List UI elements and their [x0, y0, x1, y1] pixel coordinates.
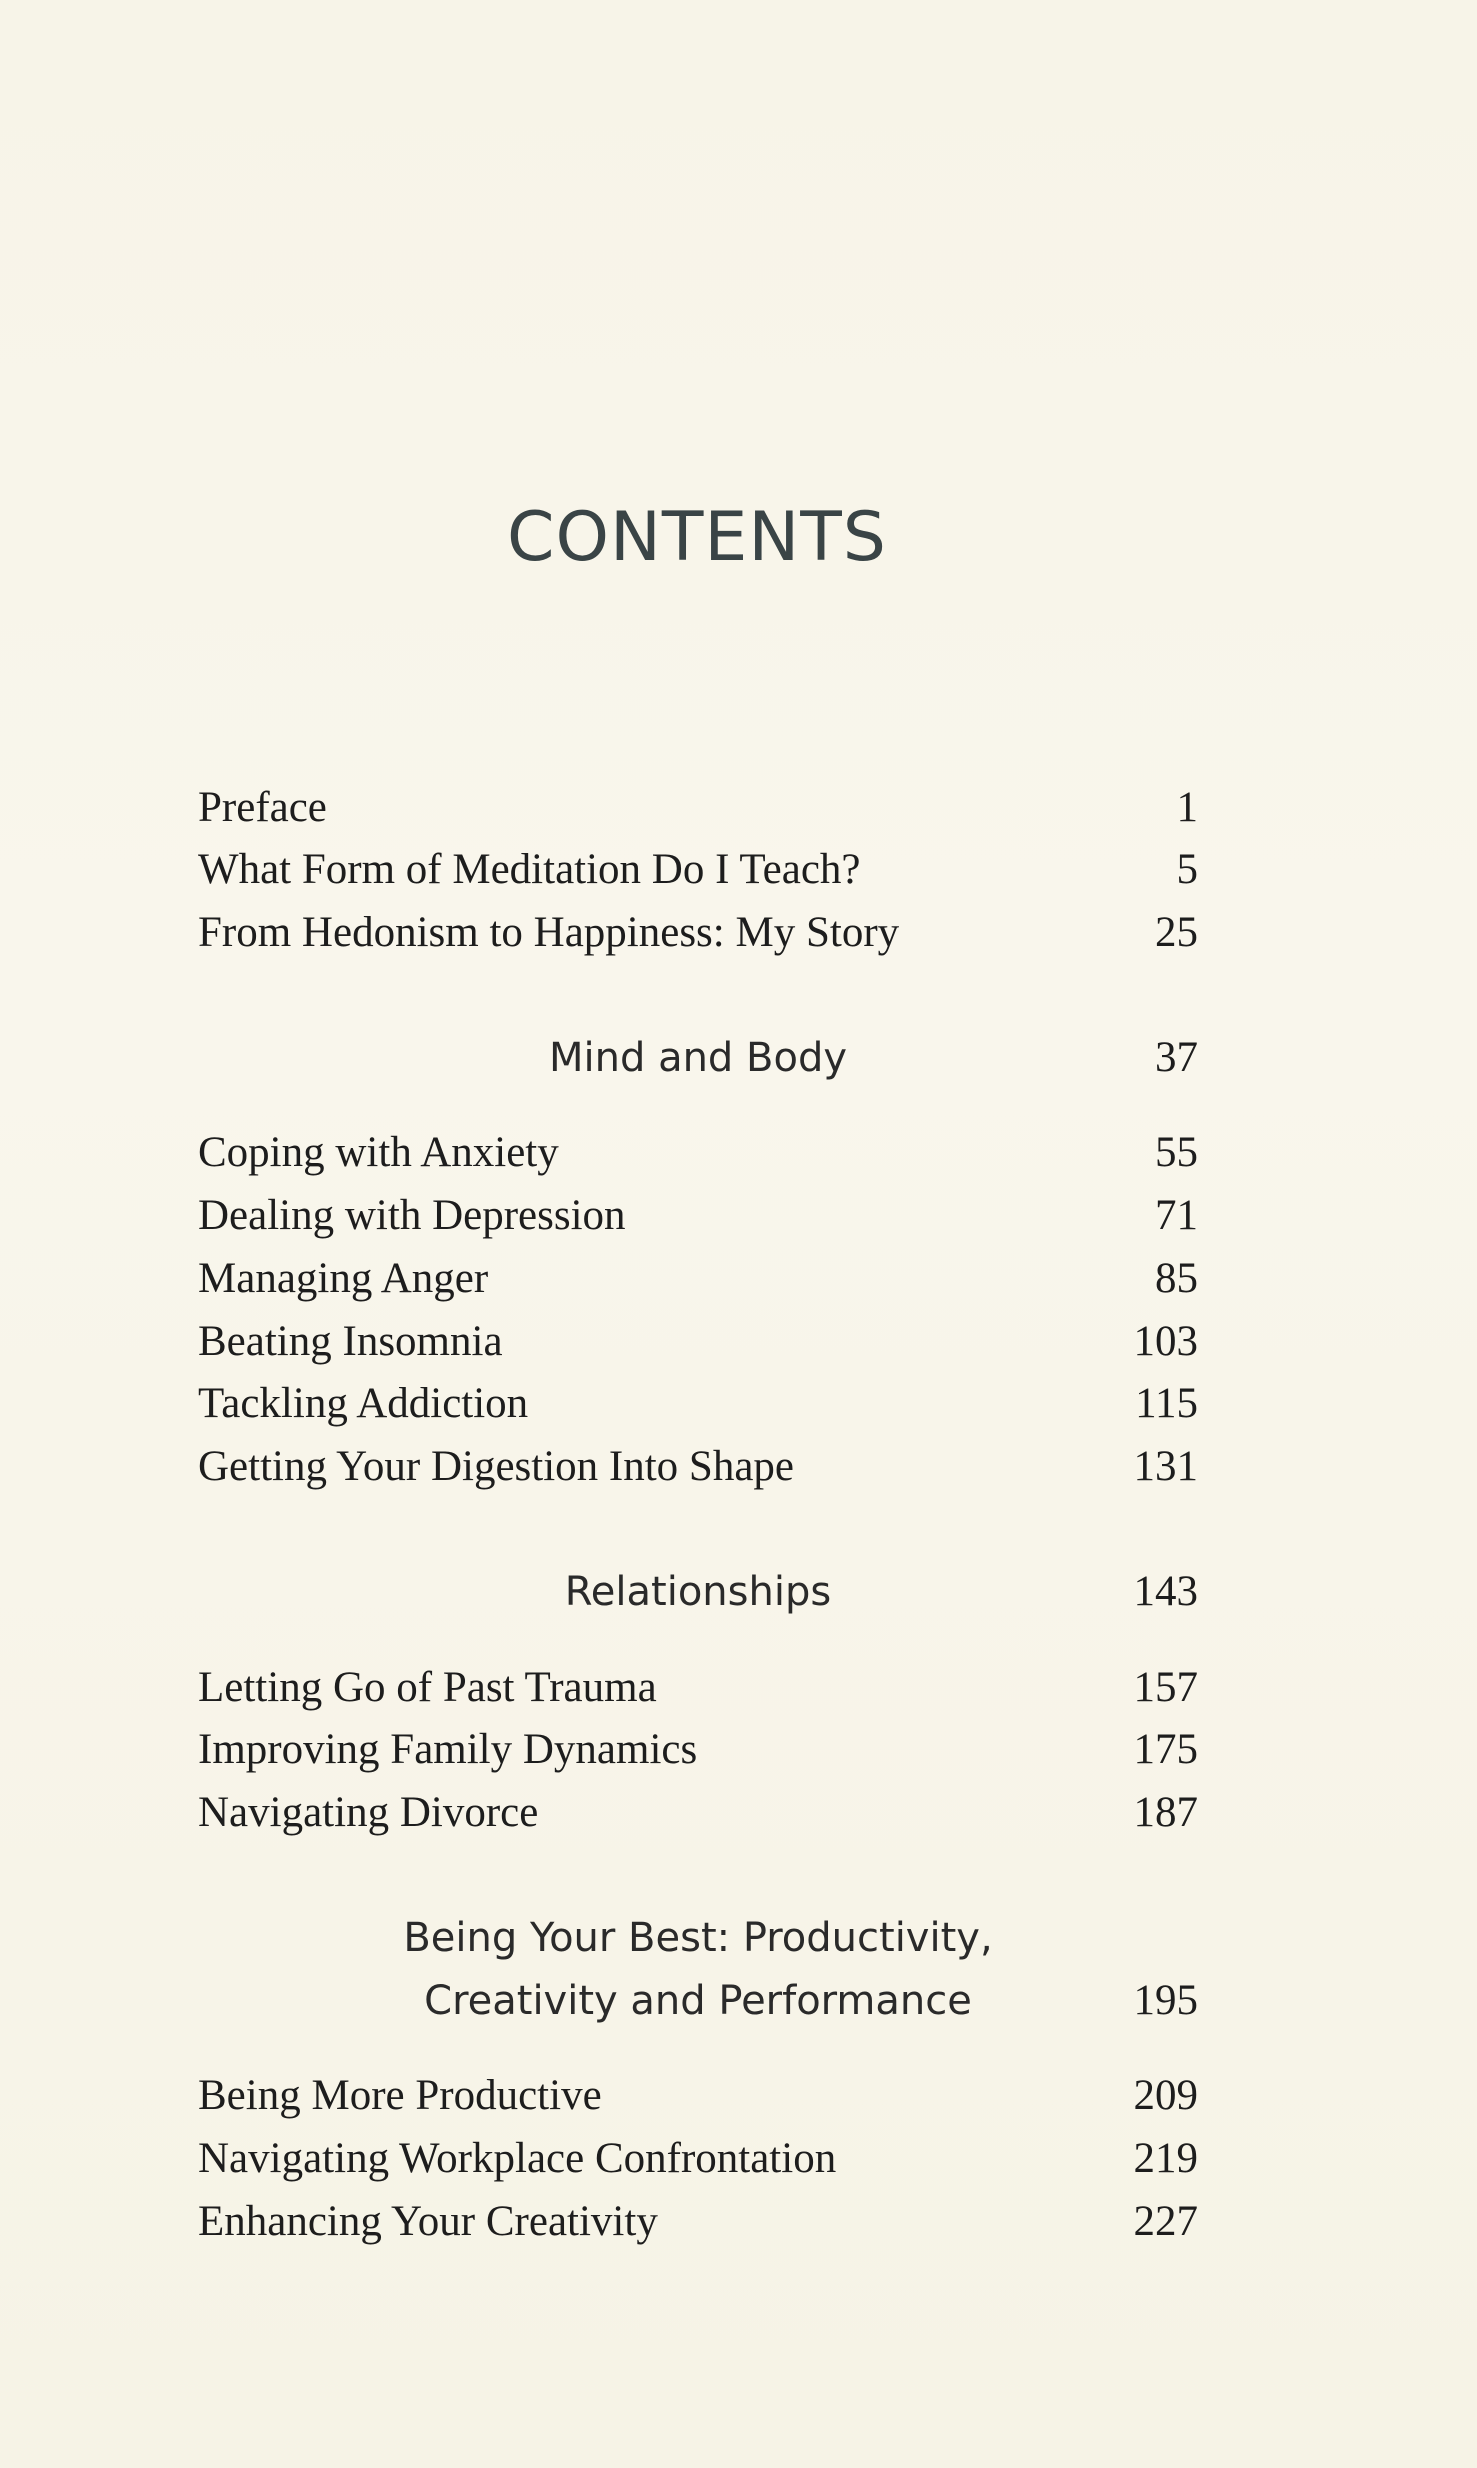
toc-entry-page: 103 — [1133, 1318, 1198, 1365]
toc-entry-title: Preface — [198, 784, 327, 831]
toc-entry-my-story — [198, 903, 1198, 963]
toc-entry-meditation-form — [198, 840, 1198, 900]
toc-entry-title: Tackling Addiction — [198, 1380, 529, 1427]
toc-entry-title: Navigating Divorce — [198, 1789, 539, 1836]
toc-entry-title: Letting Go of Past Trauma — [198, 1664, 657, 1711]
toc-entry-page: 55 — [1155, 1129, 1198, 1176]
toc-entry-title: Improving Family Dynamics — [198, 1726, 698, 1773]
toc-entry-title: Enhancing Your Creativity — [198, 2198, 658, 2245]
toc-entry-page: 209 — [1133, 2072, 1198, 2119]
toc-entry-title: What Form of Meditation Do I Teach? — [198, 846, 861, 893]
toc-entry-preface — [198, 778, 1198, 838]
toc-entry-title: Navigating Workplace Confrontation — [198, 2135, 837, 2182]
toc-entry-title: Dealing with Depression — [198, 1192, 626, 1239]
page-title: CONTENTS — [507, 498, 887, 577]
toc-entry — [198, 1720, 1198, 1780]
toc-entry-page: 1 — [1176, 784, 1198, 831]
toc-entry — [198, 1123, 1198, 1183]
toc-entry — [198, 2129, 1198, 2189]
toc-entry-page: 85 — [1155, 1255, 1198, 1302]
toc-entry — [198, 1312, 1198, 1372]
toc-entry-page: 131 — [1133, 1443, 1198, 1490]
toc-entry-page: 187 — [1133, 1789, 1198, 1836]
toc-entry — [198, 1437, 1198, 1497]
toc-section-title-line1: Being Your Best: Productivity, — [403, 1915, 993, 1961]
toc-section-title-line2: Creativity and Performance — [424, 1978, 972, 2024]
toc-entry-page: 5 — [1176, 846, 1198, 893]
toc-entry-title: Being More Productive — [198, 2072, 602, 2119]
toc-entry-page: 71 — [1155, 1192, 1198, 1239]
toc-entry-title: Coping with Anxiety — [198, 1129, 559, 1176]
toc-entry — [198, 1783, 1198, 1843]
toc-entry — [198, 2192, 1198, 2252]
toc-entry-page: 25 — [1155, 909, 1198, 956]
toc-entry-page: 157 — [1133, 1664, 1198, 1711]
toc-section-mind-and-body — [198, 1028, 1198, 1088]
toc-section-page: 143 — [1133, 1568, 1198, 1615]
toc-entry-page: 219 — [1133, 2135, 1198, 2182]
toc-entry — [198, 1374, 1198, 1434]
toc-entry-title: Managing Anger — [198, 1255, 489, 1302]
toc-entry-title: Getting Your Digestion Into Shape — [198, 1443, 795, 1490]
toc-entry — [198, 1186, 1198, 1246]
toc-section-relationships — [198, 1562, 1198, 1622]
toc-section-title: Relationships — [564, 1569, 832, 1615]
toc-entry-page: 175 — [1133, 1726, 1198, 1773]
toc-entry — [198, 1249, 1198, 1309]
toc-entry — [198, 2066, 1198, 2126]
toc-entry-page: 227 — [1133, 2198, 1198, 2245]
toc-section-page: 37 — [1155, 1034, 1198, 1081]
toc-section-page: 195 — [1133, 1977, 1198, 2024]
toc-entry-title: Beating Insomnia — [198, 1318, 503, 1365]
toc-entry-page: 115 — [1135, 1380, 1198, 1427]
toc-entry-title: From Hedonism to Happiness: My Story — [198, 909, 900, 956]
toc-entry — [198, 1658, 1198, 1718]
toc-section-title: Mind and Body — [548, 1035, 848, 1081]
